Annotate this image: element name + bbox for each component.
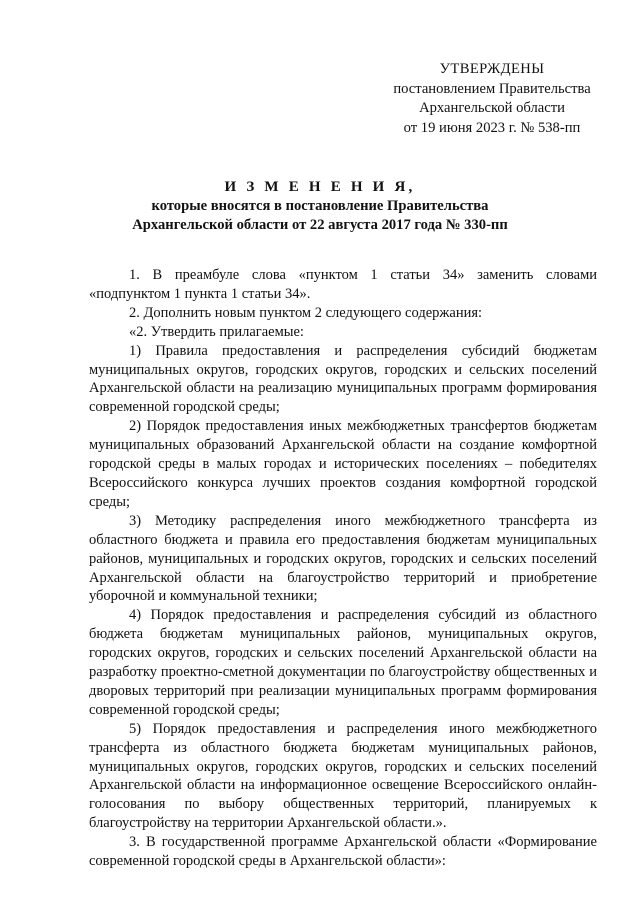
paragraph-item-5: 5) Порядок предоставления и распределения иного межбюджетного трансферта из областного бюджета бюджетам муниципальных районов, муниципальных округов, городских округов, городских и сельских поселений Архангельской области на информационное освещение Всероссийского онлайн-голосования по выбору общественных территорий, планируемых к благоустройству на территории Архангельской области.». <box>89 720 597 832</box>
document-subtitle-line-2: Архангельской области от 22 августа 2017 года № 330-пп <box>132 217 508 233</box>
paragraph-item-2: 2) Порядок предоставления иных межбюджетных трансфертов бюджетам муниципальных образований Архангельской области на создание комфортной городской среды в малых городах и исторических поселениях – победителях Всероссийского конкурса лучших проектов создания комфортной городской среды; <box>89 418 597 510</box>
document-title: И З М Е Н Е Н И Я, <box>224 179 416 195</box>
paragraph-3: «2. Утвердить прилагаемые: <box>129 323 304 340</box>
approval-line-2: Архангельской области <box>419 100 565 116</box>
paragraph-4: 3. В государственной программе Архангельской области «Формирование современной городской среды в Архангельской области»: <box>89 834 597 870</box>
paragraph-item-1: 1) Правила предоставления и распределения субсидий бюджетам муниципальных округов, городских округов, городских и сельских поселений Архангельской области на реализацию муниципальных программ формирования современной городской среды; <box>89 342 597 416</box>
approval-heading: УТВЕРЖДЕНЫ <box>439 61 545 77</box>
paragraph-item-3: 3) Методику распределения иного межбюджетного трансферта из областного бюджета и правила его предоставления бюджетам муниципальных районов, муниципальных и городских округов, городских и сельских поселений Архангельской области на благоустройство территорий и приобретение уборочной и коммунальной техники; <box>89 512 597 605</box>
approval-line-1: постановлением Правительства <box>393 80 591 97</box>
paragraph-item-4: 4) Порядок предоставления и распределения субсидий из областного бюджета бюджетам муниципальных районов, муниципальных округов, городских округов, городских и сельских поселений Архангельской области на разработку проектно-сметной документации по благоустройству общественных и дворовых территорий при реализации муниципальных программ формирования современной городской среды; <box>89 607 597 718</box>
paragraph-2: 2. Дополнить новым пунктом 2 следующего содержания: <box>129 304 483 321</box>
document-subtitle-line-1: которые вносятся в постановление Правительства <box>151 198 489 214</box>
approval-stamp <box>372 60 612 138</box>
paragraph-1: 1. В преамбуле слова «пунктом 1 статьи 34» заменить словами «подпунктом 1 пункта 1 статьи 34». <box>89 267 597 302</box>
approval-line-3: от 19 июня 2023 г. № 538-пп <box>403 119 581 136</box>
document-body <box>89 266 597 871</box>
